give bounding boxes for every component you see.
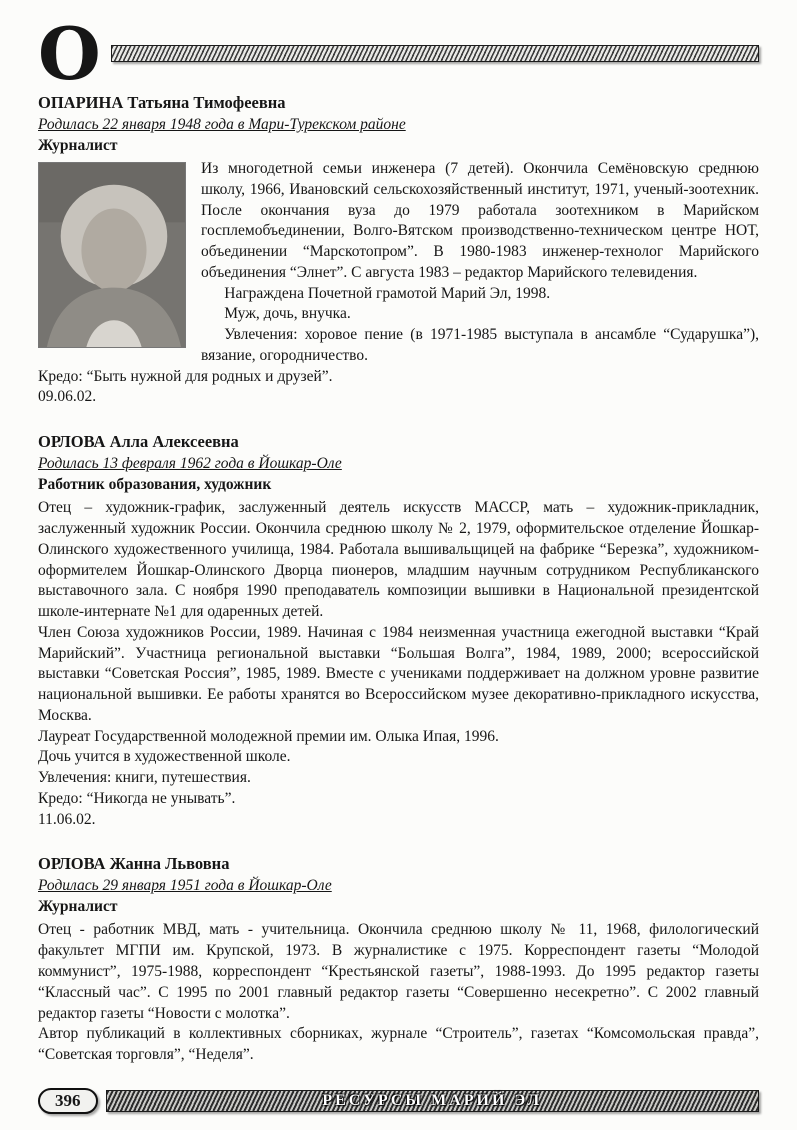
section-letter: О (38, 11, 99, 96)
bio-paragraph: Отец - работник МВД, мать - учительница. Окончила среднюю школу № 11, 1968, филологический факультет МГПИ им. Крупской, 1973. В журналистике с 1975. Корреспондент газеты “Молодой коммунист”, 1975-1988, корреспондент “Крестьянской газеты”, 1988-1993. До 1995 редактор газеты “Классный час”. С 1995 по 2001 главный редактор газеты “Совершенно несекретно”. С 2002 главный редактор газеты “Новости с молотка”. (38, 921, 759, 1022)
bio-paragraph: Увлечения: хоровое пение (в 1971-1985 выступала в ансамбле “Сударушка”), вязание, огородничество. (201, 326, 759, 364)
portrait-placeholder-graphic (39, 163, 185, 347)
person-name: ОРЛОВА Жанна Львовна (38, 854, 230, 874)
bio-paragraph: 09.06.02. (38, 388, 97, 406)
bio-entry-orlova-alla (38, 432, 759, 830)
bio-paragraph: Муж, дочь, внучка. (224, 305, 351, 323)
footer-title: РЕСУРСЫ МАРИЙ ЭЛ (322, 1092, 543, 1109)
entry-body (38, 498, 759, 830)
occupation-line: Журналист (38, 137, 118, 155)
person-name: ОПАРИНА Татьяна Тимофеевна (38, 93, 286, 113)
footer-title-bar (106, 1090, 760, 1112)
occupation-line: Журналист (38, 898, 118, 916)
bio-entry-oparina (38, 93, 759, 408)
bio-paragraph: Награждена Почетной грамотой Марий Эл, 1998. (224, 284, 551, 302)
bio-paragraph: Отец – художник-график, заслуженный деятель искусств МАССР, мать – художник-прикладник, заслуженный художник России. Окончила среднюю школу № 2, 1979, оформительское отделение Йошкар-Олинского художественного училища, 1984. Работала вышивальщицей на фабрике “Березка”, художником-оформителем Йошкар-Олинского Дворца пионеров, младшим научным сотрудником Республиканского выставочного зала. С ноября 1990 преподаватель композиции вышивки в Национальной президентской школе-интернате №1 для одаренных детей. (38, 499, 759, 621)
birth-line: Родилась 29 января 1951 года в Йошкар-Оле (38, 877, 332, 895)
person-name: ОРЛОВА Алла Алексеевна (38, 432, 239, 452)
bio-paragraph: Член Союза художников России, 1989. Начиная с 1984 неизменная участница ежегодной выставки “Край Марийский”. Участница региональной выставки “Большая Волга”, 1984, 1989, 2000; всероссийской выставки “Советская Россия”, 1985, 1989. Вместе с учениками поддерживает на должном уровне развитие национальной вышивки. Ее работы хранятся во Всероссийском музее декоративно-прикладного искусства, Москва. (38, 623, 759, 724)
bio-entry-orlova-zhanna (38, 854, 759, 1065)
portrait-photo (38, 162, 186, 348)
bio-paragraph: Дочь учится в художественной школе. (38, 748, 291, 766)
bio-paragraph: 11.06.02. (38, 810, 96, 828)
bio-paragraph: Лауреат Государственной молодежной премии им. Олыка Ипая, 1996. (38, 727, 499, 745)
section-header (38, 11, 759, 96)
page-number-badge: 396 (38, 1088, 98, 1114)
entry-body (38, 920, 759, 1065)
bio-paragraph: Из многодетной семьи инженера (7 детей). Окончила Семёновскую среднюю школу, 1966, Ивановский сельскохозяйственный институт, 1971, ученый-зоотехник. После окончания вуза до 1979 работала зоотехником в Марийском госплемобъединении, Волго-Вятском производственно-техническом центре НОТ, объединении “Марскотопром”. В 1980-1983 инженер-технолог Марийского объединения “Элнет”. С августа 1983 – редактор Марийского телевидения. (201, 160, 759, 281)
page-footer (38, 1088, 759, 1114)
bio-paragraph: Кредо: “Быть нужной для родных и друзей”. (38, 367, 333, 385)
birth-line: Родилась 13 февраля 1962 года в Йошкар-Оле (38, 455, 342, 473)
bio-paragraph: Кредо: “Никогда не унывать”. (38, 789, 236, 807)
bio-paragraph: Автор публикаций в коллективных сборниках, журнале “Строитель”, газетах “Комсомольская правда”, “Советская торговля”, “Неделя”. (38, 1025, 759, 1064)
section-divider-bar (111, 45, 759, 62)
birth-line: Родилась 22 января 1948 года в Мари-Турекском районе (38, 116, 406, 134)
occupation-line: Работник образования, художник (38, 476, 272, 494)
entry-body (38, 159, 759, 408)
bio-paragraph: Увлечения: книги, путешествия. (38, 769, 251, 787)
